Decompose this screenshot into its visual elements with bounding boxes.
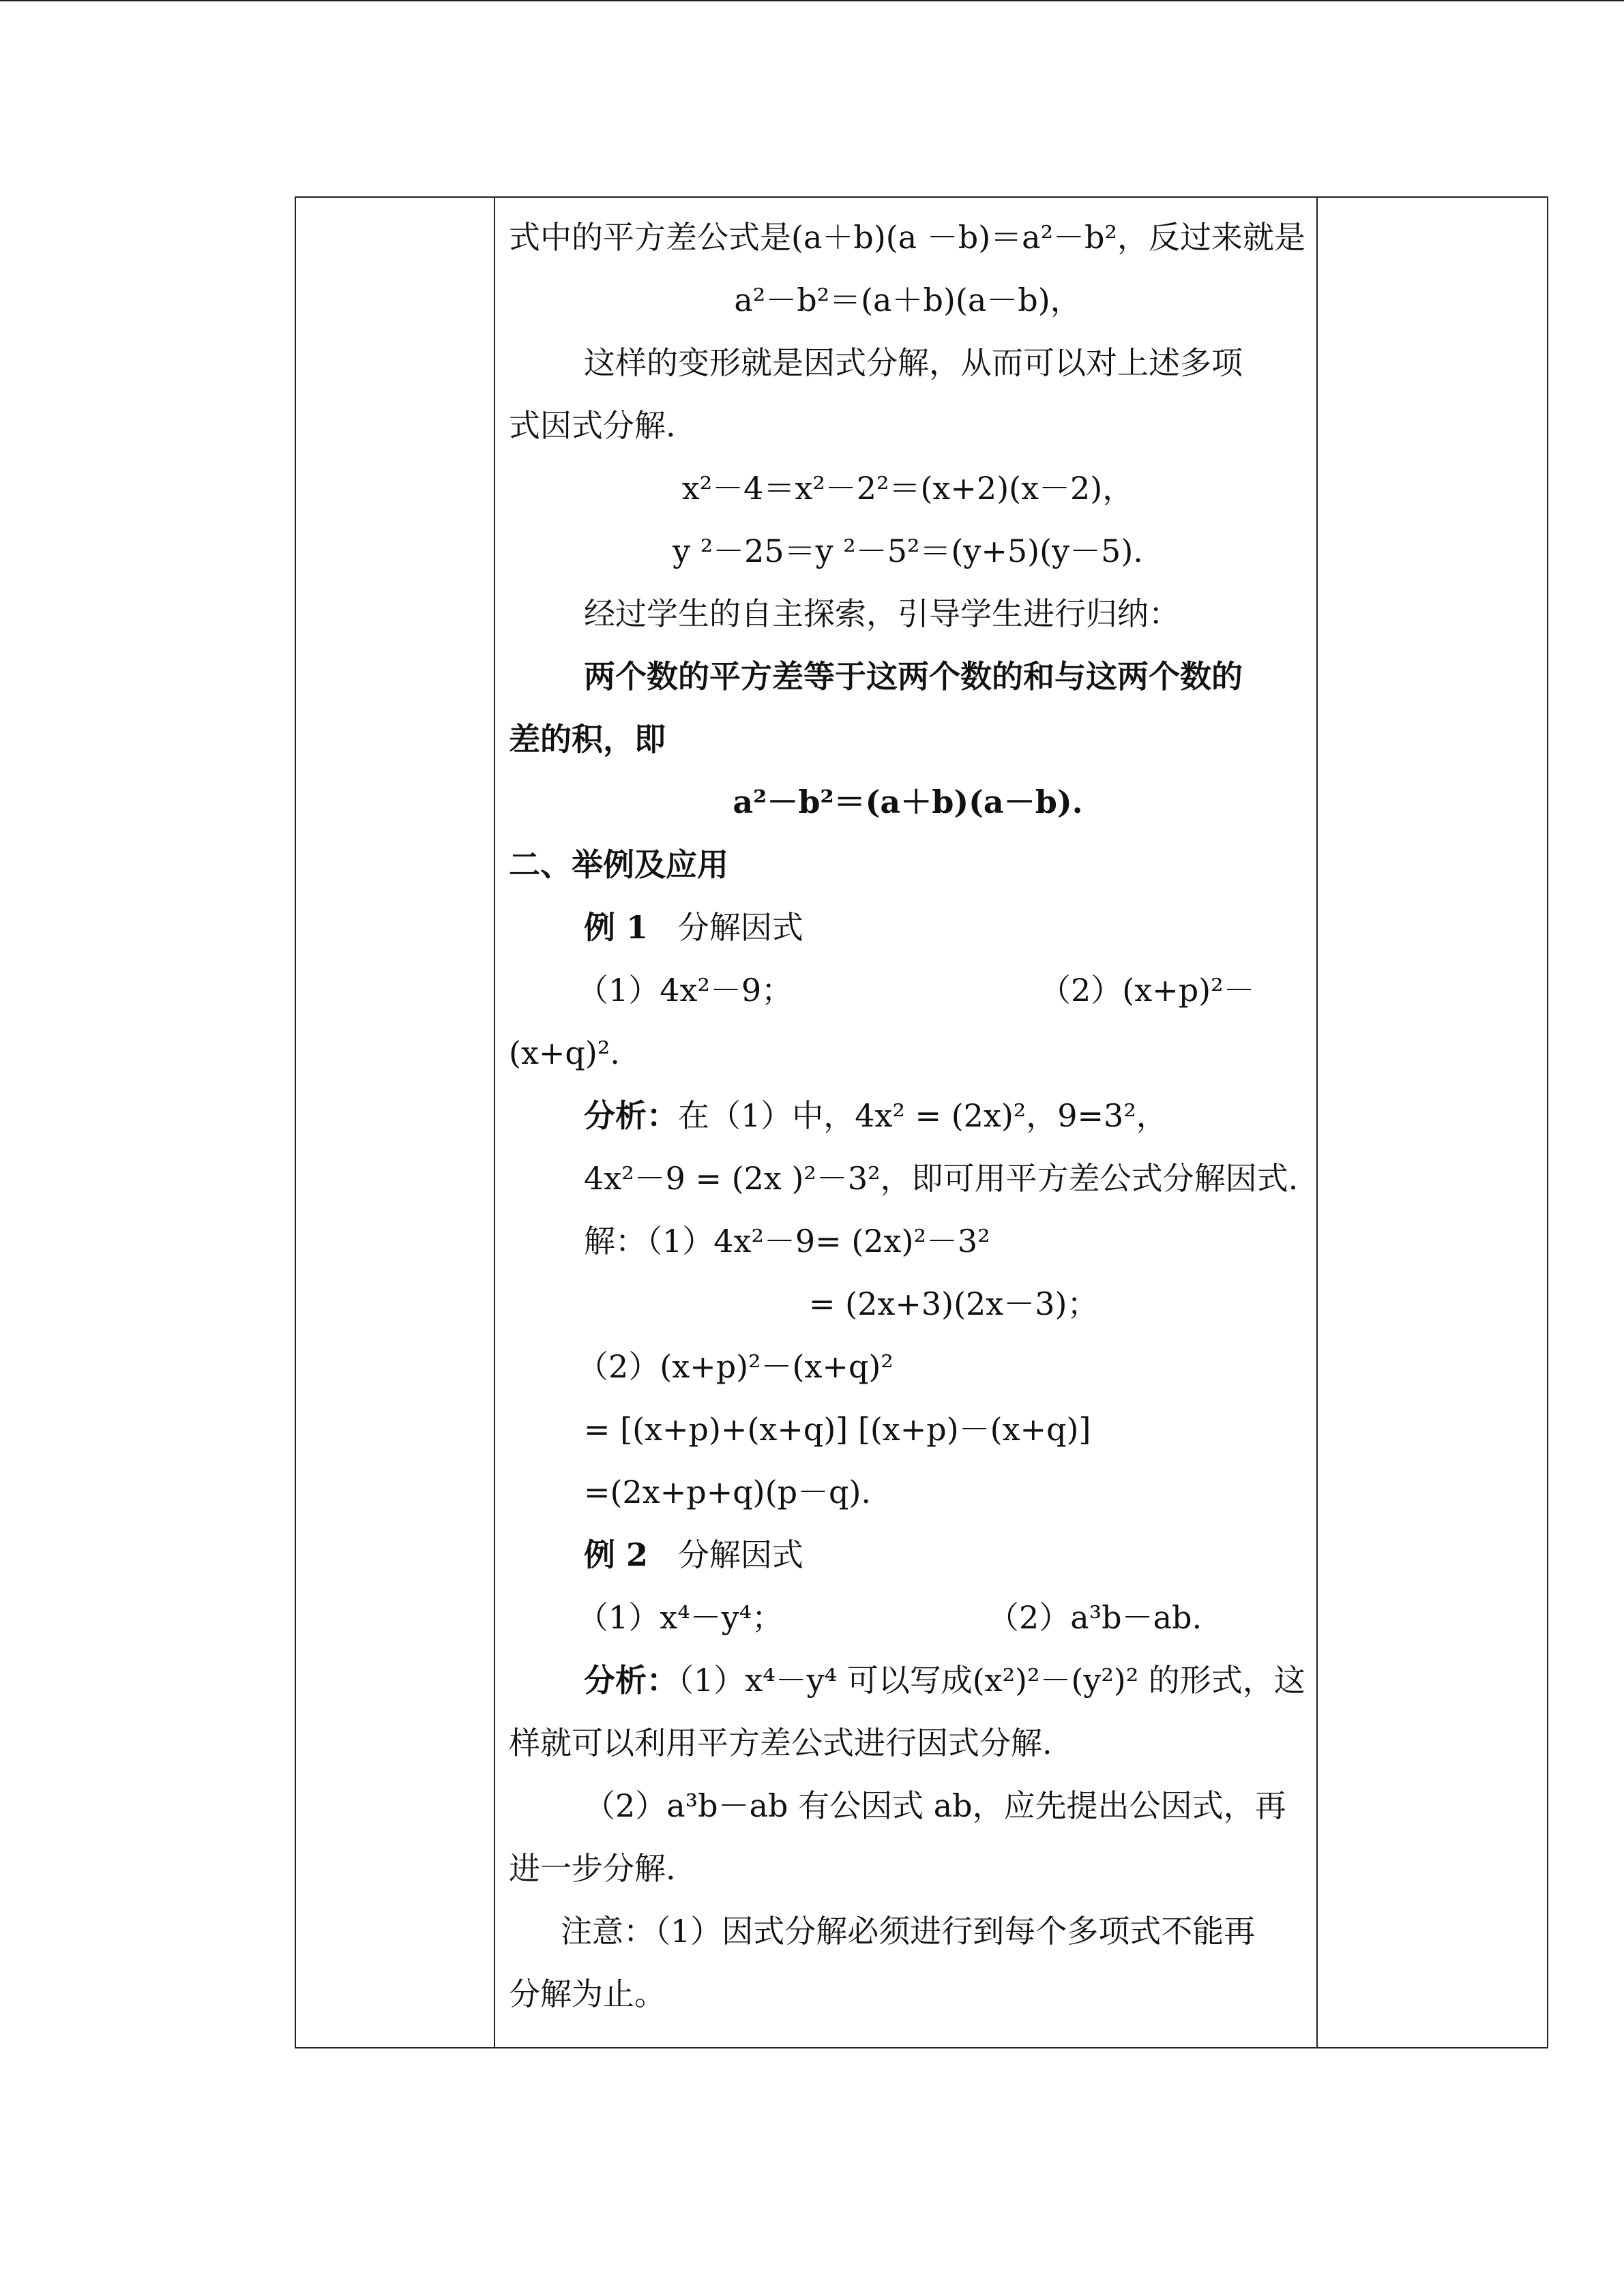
column-divider-left [494,198,495,2047]
example-2-label: 例 2 [584,1536,649,1573]
example-2-task: 分解因式 [677,1536,803,1573]
example-1-task: 分解因式 [677,909,803,946]
text-line-1: 式中的平方差公式是(a＋b)(a －b)＝a²－b²，反过来就是 [509,219,1305,256]
example-1-problem-1: （1）4x²－9； [577,972,793,1009]
text-line-4: 式因式分解. [509,407,676,444]
analysis-2-label: 分析： [584,1662,678,1699]
formula-line-2: a²－b²＝(a＋b)(a－b)， [734,282,1082,318]
example-1-problem-2-cont: (x+q)². [509,1034,620,1071]
solution-2-line-1: （2）(x+p)²－(x+q)² [577,1348,894,1385]
analysis-1-label: 分析： [584,1097,678,1134]
analysis-2-text: （1）x⁴－y⁴ 可以写成(x²)²－(y²)² 的形式，这 [678,1662,1305,1699]
text-line-3: 这样的变形就是因式分解，从而可以对上述多项 [584,344,1243,381]
rule-formula: a²－b²＝(a＋b)(a－b). [733,784,1083,820]
example-1-problems [509,959,1307,1022]
page-top-rule [0,0,1624,1]
rule-statement-line-1: 两个数的平方差等于这两个数的和与这两个数的 [584,658,1243,695]
note-line-2: 分解为止。 [509,1976,666,2012]
example-2-heading [509,1523,1307,1586]
analysis-2-line-4: 进一步分解. [509,1850,676,1887]
text-line-7: 经过学生的自主探索，引导学生进行归纳： [584,595,1180,632]
analysis-1-line-2: 4x²－9 = (2x )²－3²，即可用平方差公式分解因式. [584,1160,1299,1197]
solution-2-line-3: =(2x+p+q)(p－q). [584,1474,872,1510]
formula-line-5: x²－4＝x²－2²＝(x+2)(x－2)， [681,470,1134,507]
analysis-2-line-1 [509,1649,1307,1712]
example-2-problems [509,1586,1307,1649]
example-2-problem-2: （2）a³b－ab. [988,1599,1202,1636]
rule-statement-line-2: 差的积，即 [509,721,666,758]
example-1-problem-2: （2）(x+p)²－ [1039,972,1255,1009]
example-1-heading [509,896,1307,959]
example-2-problem-1: （1）x⁴－y⁴； [577,1599,784,1636]
note-line-1: 注意：（1）因式分解必须进行到每个多项式不能再 [561,1913,1256,1950]
analysis-2-line-2: 样就可以利用平方差公式进行因式分解. [509,1725,1052,1761]
example-1-label: 例 1 [584,909,649,946]
solution-1-line-1: 解：（1）4x²－9= (2x)²－3² [584,1223,990,1259]
section-heading: 二、举例及应用 [509,846,728,883]
solution-2-line-2: = [(x+p)+(x+q)] [(x+p)－(x+q)] [584,1411,1091,1448]
formula-line-6: y ²－25＝y ²－5²＝(y+5)(y－5). [673,533,1143,569]
analysis-1-text: 在（1）中，4x² = (2x)²，9=3²， [678,1097,1168,1134]
lesson-table [295,196,1548,2048]
analysis-2-line-3: （2）a³b－ab 有公因式 ab，应先提出公因式，再 [584,1787,1286,1824]
column-divider-right [1316,198,1318,2047]
analysis-1-line-1 [509,1084,1307,1147]
solution-1-line-2: = (2x+3)(2x－3)； [809,1285,1099,1322]
